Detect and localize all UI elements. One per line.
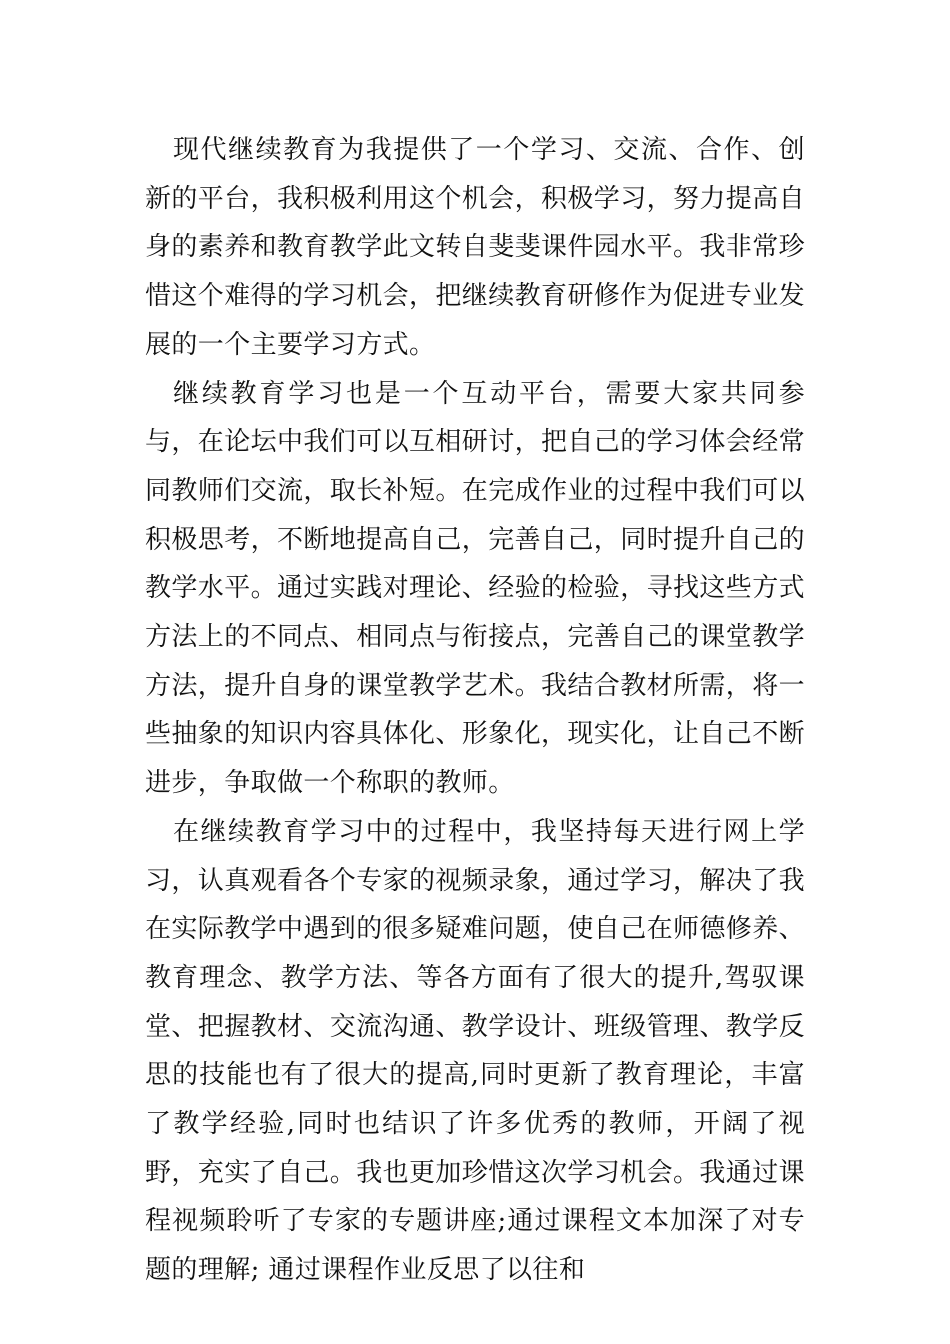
paragraph-1: 现代继续教育为我提供了一个学习、交流、合作、创新的平台，我积极利用这个机会，积极学习，努力提高自身的素养和教育教学此文转自斐斐课件园水平。我非常珍惜这个难得的学习机会，把继续教育研修作为促进专业发展的一个主要学习方式。 — [145, 135, 806, 360]
paragraph-2: 继续教育学习也是一个互动平台，需要大家共同参与，在论坛中我们可以互相研讨，把自己的学习体会经常同教师们交流，取长补短。在完成作业的过程中我们可以积极思考，不断地提高自己，完善自己，同时提升自己的教学水平。通过实践对理论、经验的检验，寻找这些方式方法上的不同点、相同点与衔接点，完善自己的课堂教学方法，提升自身的课堂教学艺术。我结合教材所需，将一些抽象的知识内容具体化、形象化，现实化，让自己不断进步，争取做一个称职的教师。 — [145, 378, 806, 799]
paragraph-3: 在继续教育学习中的过程中，我坚持每天进行网上学习，认真观看各个专家的视频录象，通过学习，解决了我在实际教学中遇到的很多疑难问题，使自己在师德修养、教育理念、教学方法、等各方面有了很大的提升,驾驭课堂、把握教材、交流沟通、教学设计、班级管理、教学反思的技能也有了很大的提高,同时更新了教育理论，丰富了教学经验,同时也结识了许多优秀的教师，开阔了视野，充实了自己。我也更加珍惜这次学习机会。我通过课程视频聆听了专家的专题讲座;通过课程文本加深了对专题的理解; 通过课程作业反思了以往和 — [145, 816, 806, 1286]
document-page — [145, 126, 805, 1295]
